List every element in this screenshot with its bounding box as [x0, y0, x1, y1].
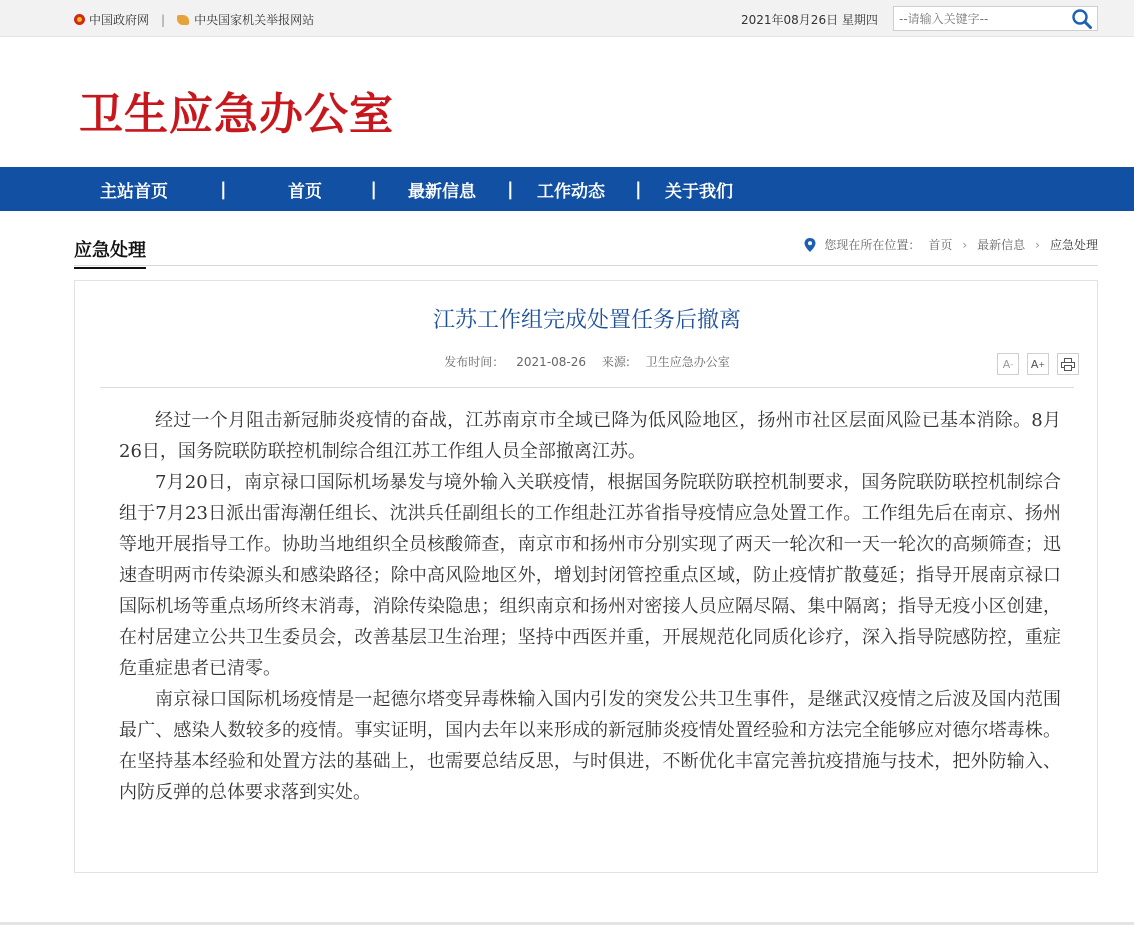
- search-button[interactable]: [1070, 8, 1094, 30]
- source-info: [602, 355, 730, 369]
- search-icon: [1070, 8, 1094, 30]
- nav-link-work-news[interactable]: 工作动态: [537, 181, 605, 202]
- breadcrumb-home[interactable]: 首页: [928, 238, 953, 252]
- print-icon: [1061, 358, 1075, 371]
- publish-label: 发布时间：: [444, 355, 505, 369]
- nav-separator: |: [370, 178, 377, 200]
- article-paragraph: 南京禄口国际机场疫情是一起德尔塔变异毒株输入国内引发的突发公共卫生事件，是继武汉疫情之后波及国内范围最广、感染人数较多的疫情。事实证明，国内去年以来形成的新冠肺炎疫情处置经验和方法完全能够应对德尔塔毒株。在坚持基本经验和处置方法的基础上，也需要总结反思，与时俱进，不断优化丰富完善抗疫措施与技术，把外防输入、内防反弹的总体要求落到实处。: [119, 689, 1061, 803]
- article-body: [119, 405, 1061, 808]
- nav-link-home[interactable]: 首页: [288, 181, 322, 202]
- font-smaller-label: A: [1002, 357, 1011, 371]
- article-title: 江苏工作组完成处置任务后撤离: [432, 308, 741, 333]
- source-label: 来源:: [601, 355, 634, 369]
- nav-separator: |: [220, 178, 227, 200]
- nav-link-main-home[interactable]: 主站首页: [100, 181, 168, 202]
- article-panel: [74, 280, 1098, 873]
- breadcrumb: [804, 236, 1098, 253]
- chevron-right-icon: ›: [962, 237, 968, 252]
- location-pin-icon: [804, 238, 816, 252]
- top-link-separator: |: [161, 12, 166, 27]
- report-site-label: 中央国家机关举报网站: [194, 13, 315, 27]
- search-box: [893, 6, 1098, 31]
- article-meta: [75, 353, 1099, 370]
- publish-info: [444, 355, 586, 369]
- section-title: 应急处理: [74, 236, 146, 269]
- article-paragraph: 7月20日，南京禄口国际机场暴发与境外输入关联疫情，根据国务院联防联控机制要求，国务院联防联控机制综合组于7月23日派出雷海潮任组长、沈洪兵任副组长的工作组赴江苏省指导疫情应急处置工作。工作组先后在南京、扬州等地开展指导工作。协助当地组织全员核酸筛查，南京市和扬州市分别实现了两天一轮次和一天一轮次的高频筛查；迅速查明两市传染源头和感染路径；除中高风险地区外，增划封闭管控重点区域，防止疫情扩散蔓延；指导开展南京禄口国际机场等重点场所终末消毒，消除传染隐患；组织南京和扬州对密接人员应隔尽隔、集中隔离；指导无疫小区创建，在村居建立公共卫生委员会，改善基层卫生治理；坚持中西医并重，开展规范化同质化诊疗，深入指导院感防控，重症危重症患者已清零。: [119, 472, 1061, 679]
- nav-item-work-news[interactable]: [507, 177, 635, 202]
- main-nav: 主站首页 | 首页 | 最新信息 | 工作动态 | 关于我们: [0, 167, 1134, 211]
- report-site-link[interactable]: [177, 11, 314, 28]
- article-divider: [100, 387, 1074, 388]
- nav-link-latest[interactable]: 最新信息: [408, 181, 476, 202]
- breadcrumb-latest[interactable]: 最新信息: [977, 238, 1026, 252]
- nav-item-home[interactable]: [260, 177, 350, 202]
- font-larger-label: A: [1030, 357, 1039, 371]
- search-input[interactable]: [894, 7, 1064, 30]
- gov-portal-link[interactable]: [74, 11, 149, 28]
- nav-item-latest[interactable]: [377, 177, 507, 202]
- print-button[interactable]: [1057, 353, 1079, 375]
- current-date: 2021年08月26日 星期四: [741, 13, 878, 27]
- section-divider: [74, 265, 1098, 266]
- article-tools: [989, 353, 1079, 375]
- top-links: [74, 11, 314, 28]
- site-title: 卫生应急办公室: [79, 89, 394, 140]
- publish-date: 2021-08-26: [516, 355, 587, 369]
- top-bar: [0, 0, 1134, 37]
- national-emblem-icon: [74, 14, 85, 25]
- breadcrumb-current: 应急处理: [1049, 238, 1098, 252]
- gov-portal-label: 中国政府网: [89, 13, 150, 27]
- chevron-right-icon: ›: [1035, 237, 1040, 252]
- nav-item-about[interactable]: [635, 177, 763, 202]
- report-hand-icon: [177, 15, 189, 25]
- font-larger-button[interactable]: A +: [1027, 353, 1049, 375]
- nav-link-about[interactable]: 关于我们: [665, 181, 733, 202]
- breadcrumb-prefix: 您现在所在位置：: [824, 238, 921, 252]
- article-paragraph: 经过一个月阻击新冠肺炎疫情的奋战，江苏南京市全域已降为低风险地区，扬州市社区层面风险已基本消除。8月26日，国务院联防联控机制综合组江苏工作组人员全部撤离江苏。: [119, 410, 1061, 462]
- nav-item-main-home[interactable]: [100, 177, 220, 202]
- font-smaller-button[interactable]: A -: [997, 353, 1019, 375]
- source-value: 卫生应急办公室: [645, 355, 730, 369]
